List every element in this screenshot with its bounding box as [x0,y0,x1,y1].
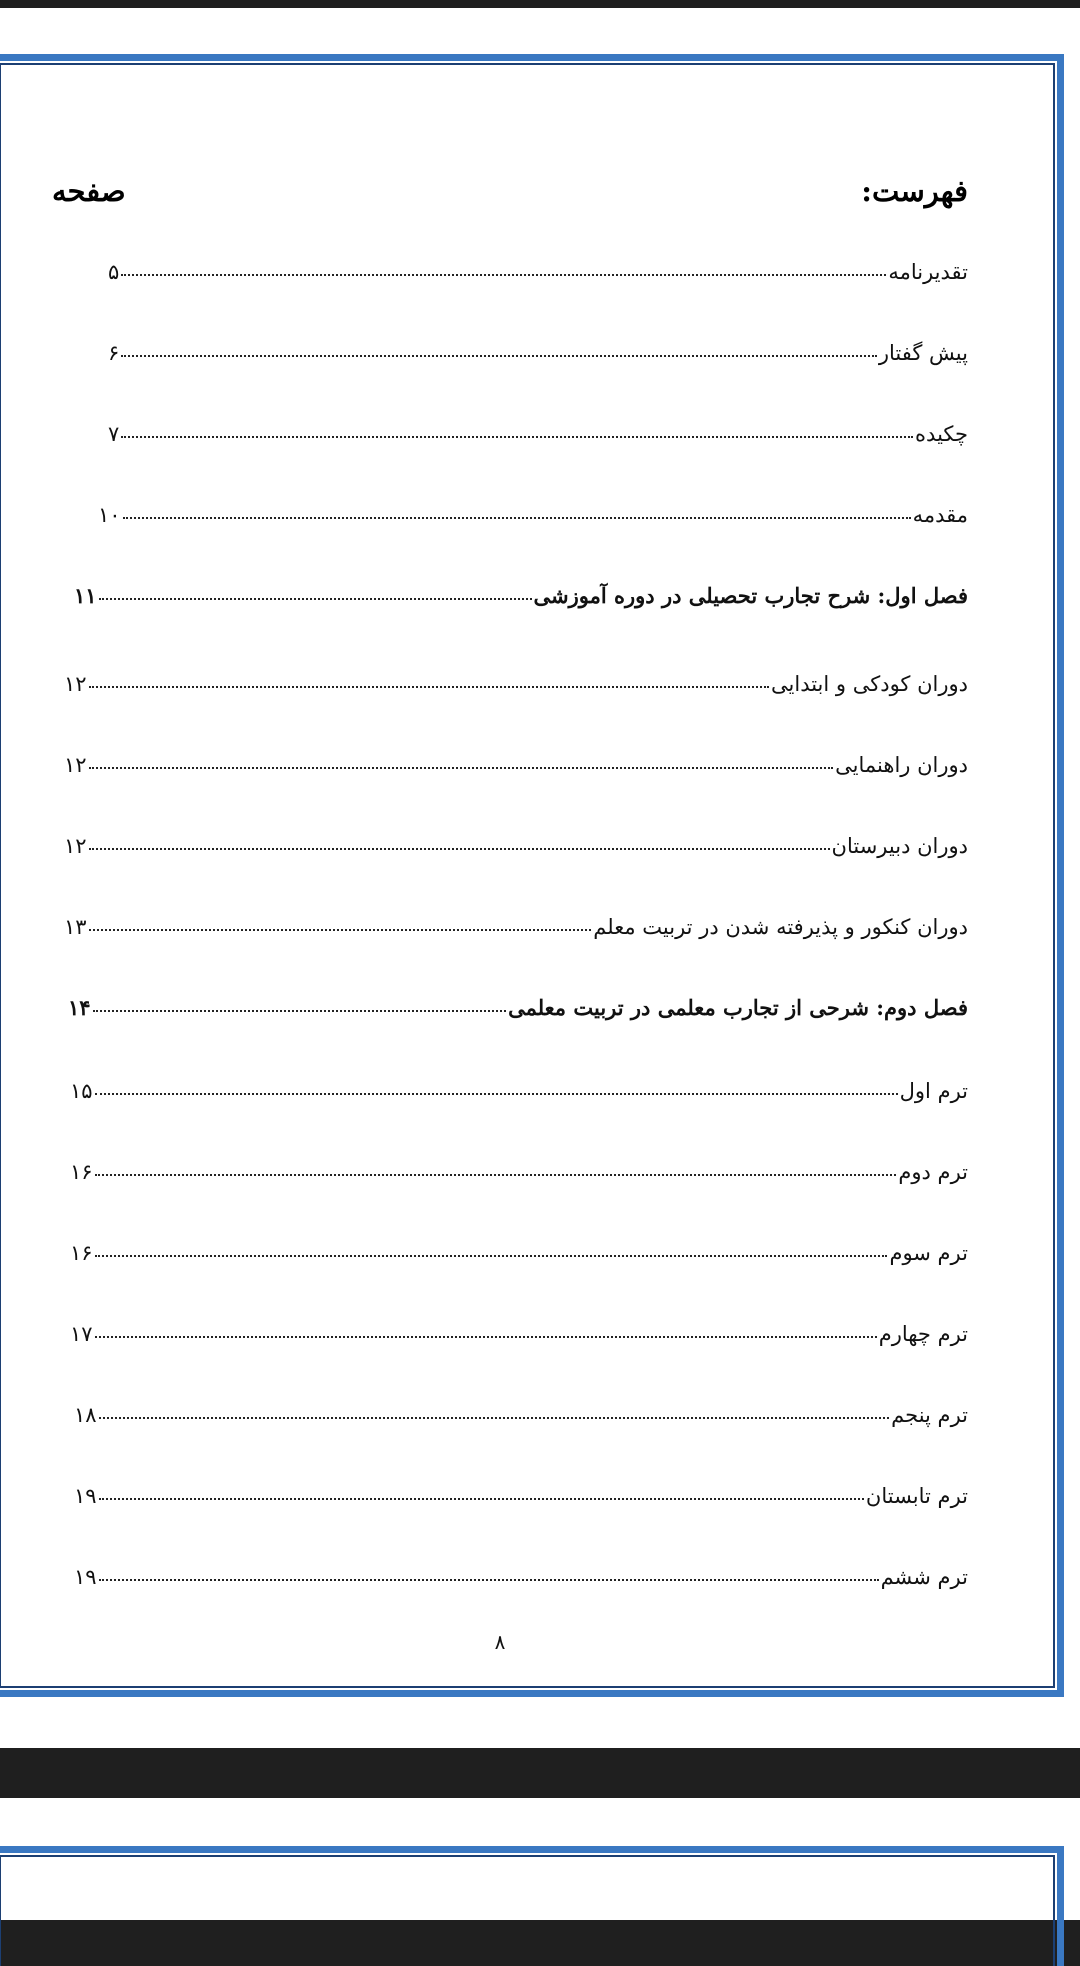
toc-entry-page: ۵ [108,260,120,284]
toc-heading: فهرست: [861,174,968,208]
toc-entry [64,656,968,696]
page-gap [0,1748,1080,1798]
toc-entry-page: ۷ [108,422,120,446]
toc-dot-leader [123,516,911,519]
toc-entry [64,737,968,777]
toc-entry-title: چکیده [915,422,968,446]
toc-entry-page: ۱۲ [64,834,87,858]
toc-entry-title: دوران دبیرستان [831,834,968,858]
page-border-frame [0,1846,1064,1966]
toc-entry-title: ترم تابستان [865,1484,968,1508]
toc-entry [74,1468,968,1508]
toc-entry [108,406,968,446]
toc-entry-title: دوران کنکور و پذیرفته شدن در تربیت معلم [593,915,968,939]
toc-entry-title: دوران کودکی و ابتدایی [771,672,968,696]
toc-dot-leader [93,1009,507,1012]
toc-dot-leader [121,354,877,357]
toc-entry-title: تقدیرنامه [888,260,968,284]
toc-dot-leader [95,1092,898,1095]
toc-entry [74,1387,968,1427]
toc-entry [70,1063,968,1103]
toc-dot-leader [121,435,913,438]
toc-header [52,166,968,216]
toc-entry-page: ۱۶ [70,1160,93,1184]
next-document-page [0,1798,1080,1920]
toc-entry-title: فصل اول: شرح تجارب تحصیلی در دوره آموزشی [533,583,968,608]
toc-entry-title: ترم سوم [889,1241,968,1265]
toc-entry-page: ۱۲ [64,672,87,696]
toc-entry [108,325,968,365]
toc-entry [70,1306,968,1346]
toc-dot-leader [89,685,769,688]
page-number-footer: ۸ [494,1630,506,1654]
toc-entry-page: ۱۷ [70,1322,93,1346]
toc-entry [70,1225,968,1265]
toc-entry [64,899,968,939]
toc-entry-title: فصل دوم: شرحی از تجارب معلمی در تربیت معلمی [508,995,968,1020]
toc-dot-leader [121,273,886,276]
page-border-frame [0,54,1064,1697]
toc-dot-leader [89,766,834,769]
toc-entry [108,244,968,284]
toc-entry-page: ۱۹ [74,1484,97,1508]
toc-entry-page: ۱۸ [74,1403,97,1427]
toc-entry-page: ۶ [108,341,120,365]
toc-dot-leader [89,847,830,850]
toc-entry-title: ترم چهارم [878,1322,968,1346]
toc-entry-page: ۱۵ [70,1079,93,1103]
toc-entry-title: مقدمه [912,503,968,527]
toc-entry-title: ترم ششم [880,1565,968,1589]
toc-entry-page: ۱۶ [70,1241,93,1265]
toc-entry-page: ۱۱ [74,583,97,608]
toc-entry [74,1549,968,1589]
toc-entry [64,818,968,858]
document-page [0,8,1080,1748]
toc-dot-leader [95,1254,888,1257]
toc-entry-page: ۱۴ [68,995,91,1020]
toc-entry-title: ترم پنجم [891,1403,968,1427]
toc-entry-title: ترم اول [899,1079,968,1103]
toc-entry-title: دوران راهنمایی [835,753,968,777]
toc-chapter-entry [68,980,968,1020]
toc-dot-leader [95,1173,897,1176]
toc-entry-page: ۱۰ [98,503,121,527]
toc-entry-page: ۱۲ [64,753,87,777]
toc-page-column-label: صفحه [52,174,126,208]
toc-entry [70,1144,968,1184]
toc-entry [98,487,968,527]
viewer-top-strip [0,0,1080,8]
toc-dot-leader [99,597,532,600]
toc-entry-title: پیش گفتار [878,341,968,365]
toc-entry-title: ترم دوم [898,1160,968,1184]
toc-chapter-entry [74,568,968,608]
toc-entry-page: ۱۹ [74,1565,97,1589]
toc-dot-leader [99,1497,864,1500]
toc-dot-leader [95,1335,877,1338]
toc-dot-leader [89,928,592,931]
toc-entry-page: ۱۳ [64,915,87,939]
toc-dot-leader [99,1416,890,1419]
toc-dot-leader [99,1578,879,1581]
